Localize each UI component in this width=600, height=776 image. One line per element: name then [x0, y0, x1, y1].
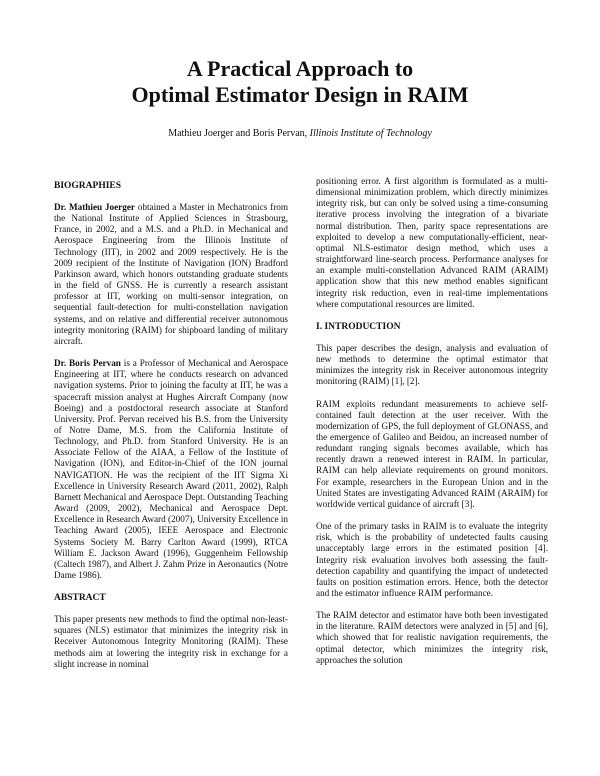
abstract-paragraph-right: positioning error. A first algorithm is formulated as a multi-dimensional minimization problem, which directly minimizes integrity risk, but can only be solved using a time-consuming iterative process involving the integration of a bivariate normal distribution. Then, parity space representations are exploited to develop a new computationally-efficient, near-optimal NLS-estimator design method, which uses a straightforward line-search process. Performance analyses for an example multi-constellation Advanced RAIM (ARAIM) application show that this new method enables significant integrity risk reduction, even in real-time implementations where computational resources are limited.: [316, 176, 548, 309]
intro-paragraph-4: The RAIM detector and estimator have both been investigated in the literature. RAIM detectors were analyzed in [5] and [6], which showed that for realistic navigation requirements, the optimal detector, which minimizes the integrity risk, approaches the solution: [316, 610, 548, 665]
introduction-heading: I. INTRODUCTION: [316, 321, 401, 332]
left-column: [54, 180, 288, 681]
bio-joerger-text: obtained a Master in Mechatronics from the National Institute of Applied Sciences in Strasbourg, France, in 2002, and a M.S. and a Ph.D. in Mechanical and Aerospace Engineering from the Illinois Institute of Technology (IIT), in 2002 and 2009 respectively. He is the 2009 recipient of the Institute of Navigation (ION) Bradford Parkinson award, which honors outstanding graduate students in the field of GNSS. He is currently a research assistant professor at IIT, working on multi-sensor integration, on sequential fault-detection for multi-constellation navigation systems, and on relative and differential receiver autonomous integrity monitoring (RAIM) for shipboard landing of military aircraft.: [54, 202, 289, 346]
intro-paragraph-3: One of the primary tasks in RAIM is to evaluate the integrity risk, which is the probability of undetected faults causing unacceptably large errors in the estimated position [4]. Integrity risk evaluation involves both assessing the fault-detection capability and quantifying the impact of undetected faults on position estimation errors. Hence, both the detector and the estimator influence RAIM performance.: [316, 521, 548, 598]
bio-pervan: [54, 358, 288, 581]
bio-joerger: [54, 202, 288, 347]
bio-joerger-name: Dr. Mathieu Joerger: [54, 202, 136, 212]
author-affiliation: Illinois Institute of Technology: [309, 128, 432, 139]
author-line: [0, 128, 600, 140]
intro-paragraph-2: RAIM exploits redundant measurements to achieve self-contained fault detection at the user receiver. With the modernization of GPS, the full deployment of GLONASS, and the emergence of Galileo and Beidou, an increased number of redundant ranging signals becomes available, which has recently drawn a renewed interest in RAIM. In particular, RAIM can help alleviate requirements on ground monitors. For example, researchers in the European Union and in the United States are investigating Advanced RAIM (ARAIM) for worldwide vertical guidance of aircraft [3].: [316, 398, 548, 509]
bio-pervan-name: Dr. Boris Pervan: [54, 358, 121, 369]
abstract-paragraph-left: This paper presents new methods to find the optimal non-least-squares (NLS) estimator that minimizes the integrity risk in Receiver Autonomous Integrity Monitoring (RAIM). These methods aim at lowering the integrity risk in exchange for a slight increase in nominal: [54, 614, 288, 669]
right-column: [316, 176, 548, 677]
title-line-1: A Practical Approach to: [186, 56, 414, 81]
abstract-heading: ABSTRACT: [54, 593, 106, 604]
bio-pervan-text: is a Professor of Mechanical and Aerospace Engineering at IIT, where he conducts research on advanced navigation systems. Prior to joining the faculty at IIT, he was a spacecraft mission analyst at Hughes Aircraft Company (now Boeing) and a postdoctoral research associate at Stanford University. Prof. Pervan received his B.S. from the University of Notre Dame, M.S. from the California Institute of Technology, and Ph.D. from Stanford University. He is an Associate Fellow of the AIAA, a Fellow of the Institute of Navigation (ION), and Editor-in-Chief of the ION journal NAVIGATION. He was the recipient of the IIT Sigma Xi Excellence in University Research Award (2011, 2002), Ralph Barnett Mechanical and Aerospace Dept. Outstanding Teaching Award (2009, 2002), Mechanical and Aerospace Dept. Excellence in Research Award (2007), University Excellence in Teaching Award (2005), IEEE Aerospace and Electronic Systems Society M. Barry Carlton Award (1999), RTCA William E. Jackson Award (1996), Guggenheim Fellowship (Caltech 1987), and Albert J. Zahm Prize in Aeronautics (Notre Dame 1986).: [54, 358, 288, 580]
paper-title: [0, 56, 600, 108]
intro-paragraph-1: This paper describes the design, analysis and evaluation of new methods to determine the optimal estimator that minimizes the integrity risk in Receiver autonomous integrity monitoring (RAIM) [1], [2].: [316, 342, 548, 387]
author-names: Mathieu Joerger and Boris Pervan,: [168, 128, 308, 139]
title-line-2: Optimal Estimator Design in RAIM: [131, 82, 469, 107]
biographies-heading: BIOGRAPHIES: [54, 181, 122, 191]
